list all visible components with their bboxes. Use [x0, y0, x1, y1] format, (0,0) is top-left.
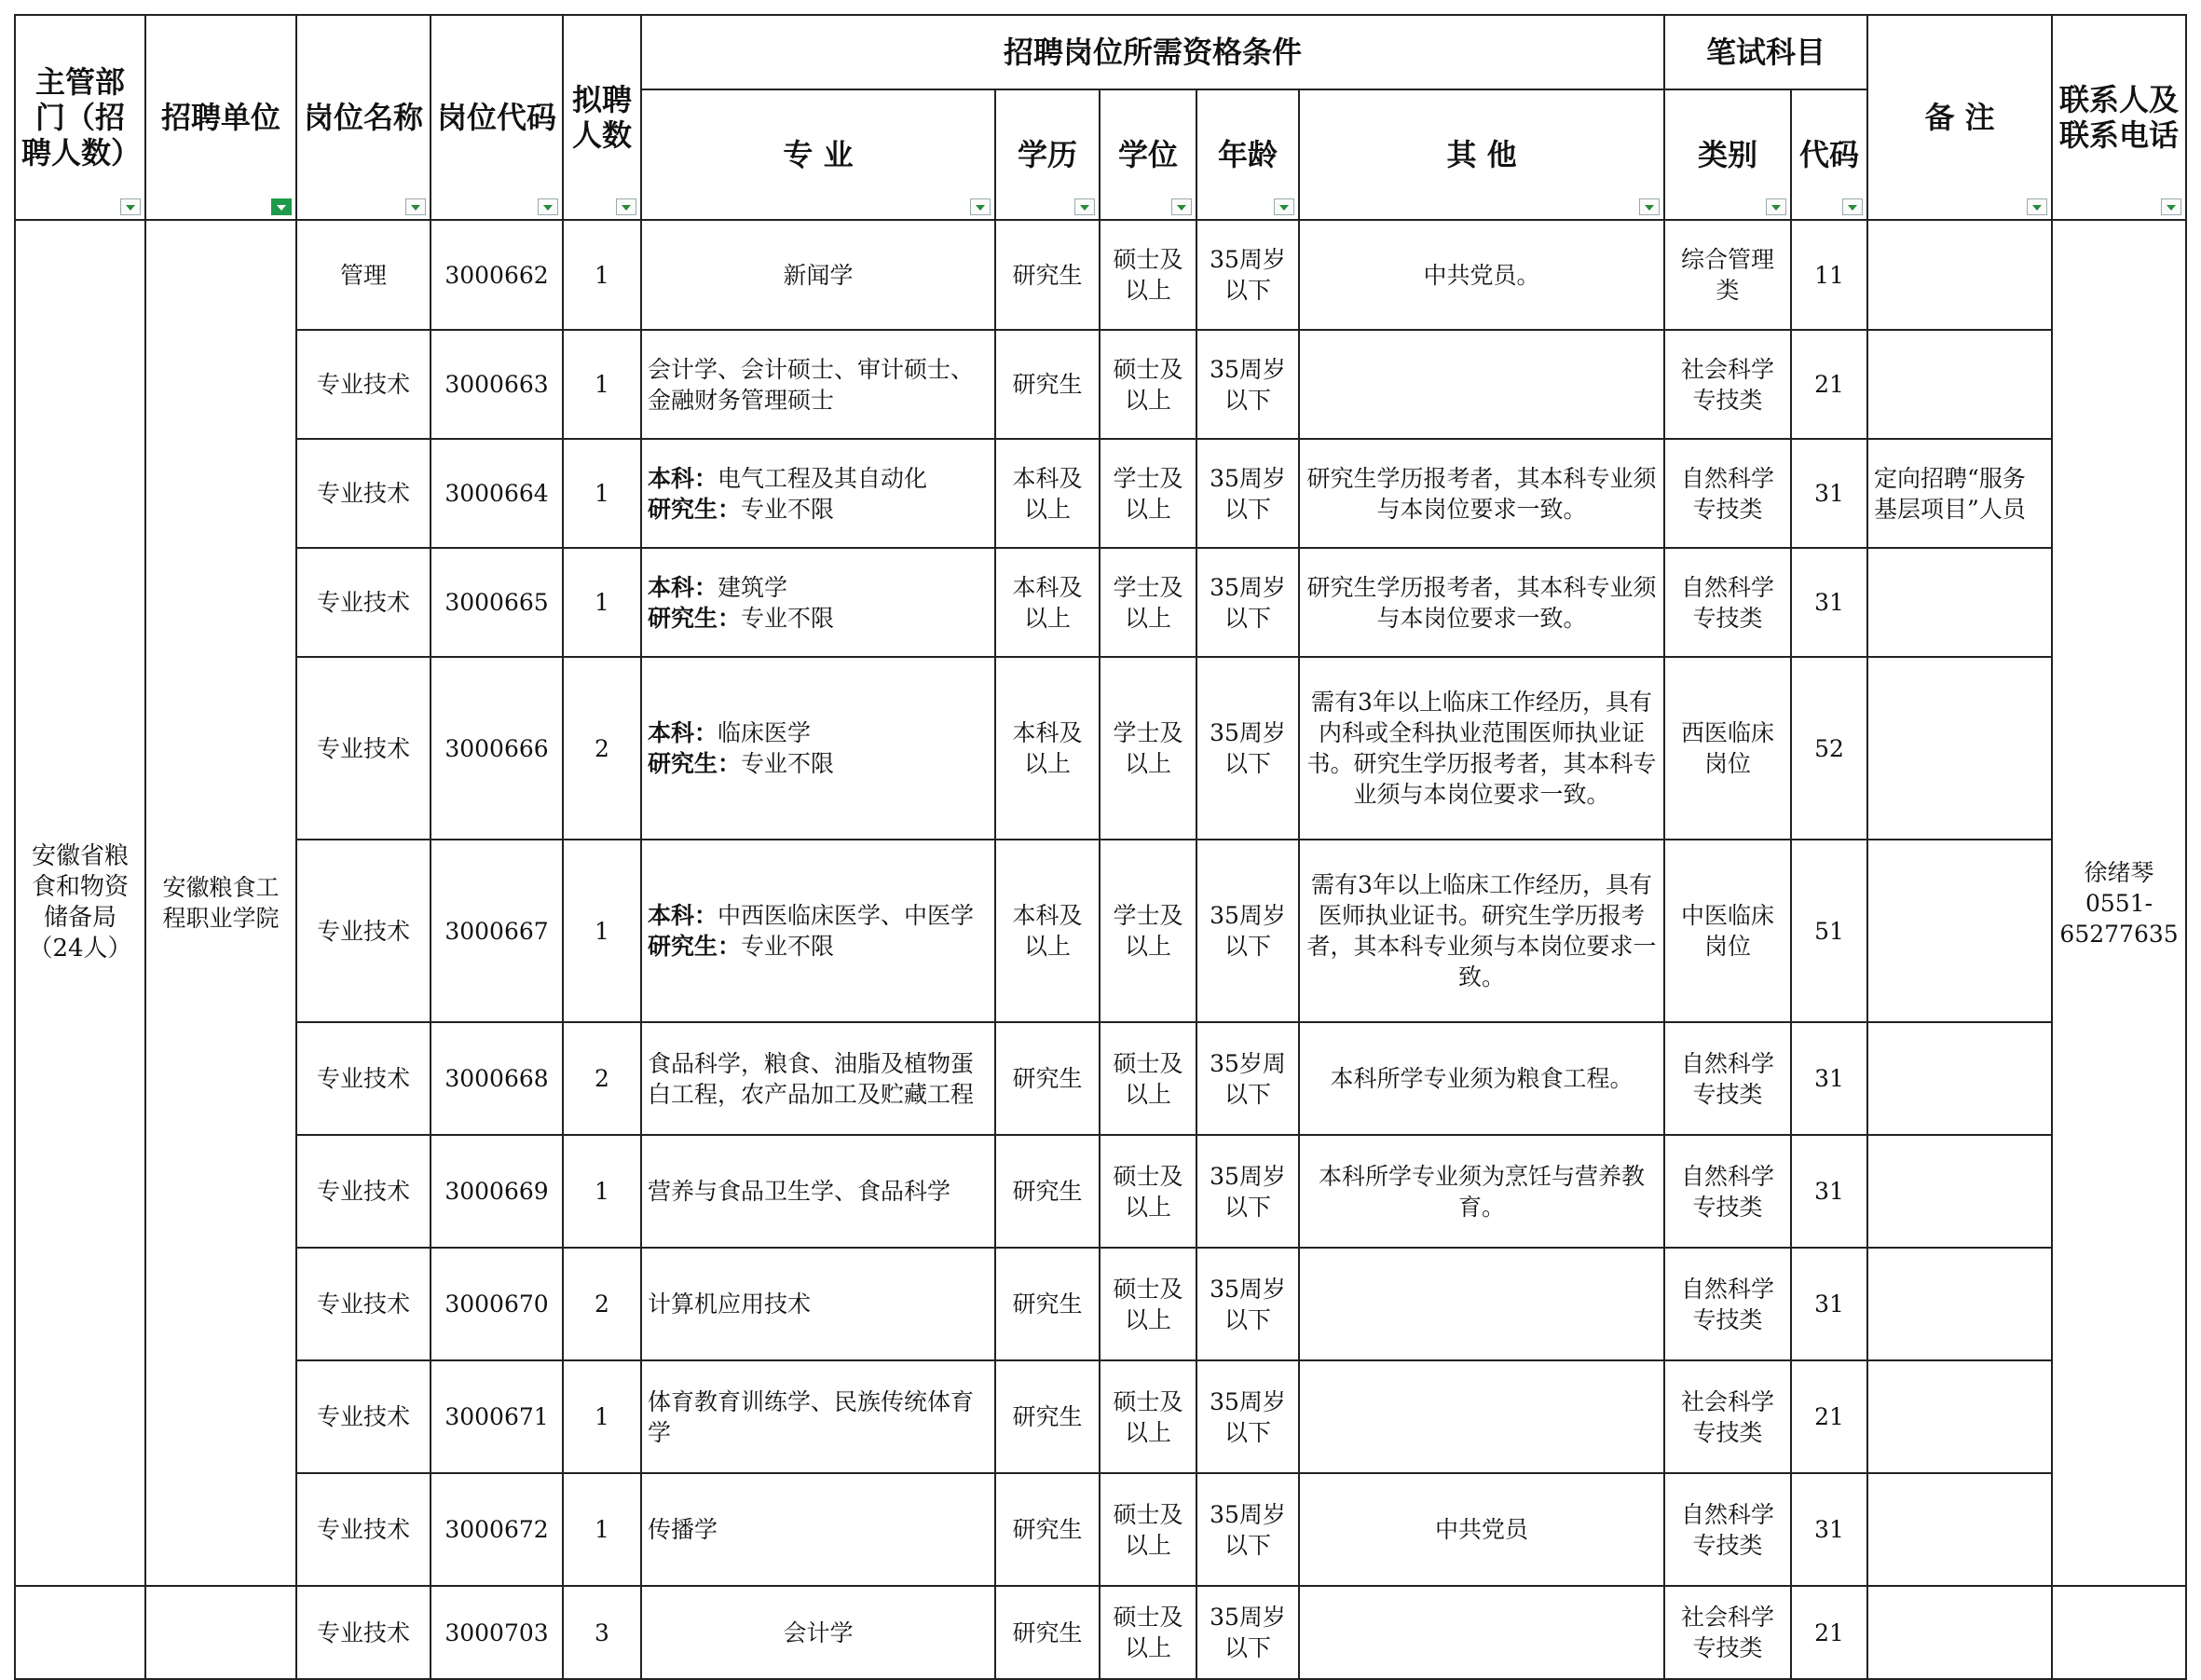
header-requirements: 招聘岗位所需资格条件 — [641, 15, 1664, 89]
post-code-cell: 3000667 — [431, 840, 563, 1022]
grad-major: 专业不限 — [741, 604, 835, 632]
unit-cell — [145, 1586, 296, 1679]
post-code-cell: 3000669 — [431, 1135, 563, 1248]
exam-type-cell: 社会科学专技类 — [1664, 330, 1791, 439]
other-cell — [1299, 1586, 1664, 1679]
grad-major: 专业不限 — [741, 933, 835, 960]
age-cell: 35周岁以下 — [1196, 1135, 1299, 1248]
exam-code-cell: 31 — [1791, 548, 1867, 657]
count-cell: 1 — [563, 548, 641, 657]
post-name-cell: 专业技术 — [296, 1360, 431, 1473]
major-undergrad — [648, 900, 989, 931]
other-cell — [1299, 330, 1664, 439]
education-cell: 研究生 — [995, 1022, 1100, 1135]
exam-type-cell: 西医临床岗位 — [1664, 657, 1791, 840]
header-exam-type: 类别 — [1664, 89, 1791, 220]
age-cell: 35周岁以下 — [1196, 1586, 1299, 1679]
post-code-cell: 3000666 — [431, 657, 563, 840]
post-code-cell: 3000671 — [431, 1360, 563, 1473]
other-cell: 需有3年以上临床工作经历，具有医师执业证书。研究生学历报考者，其本科专业须与本岗位要求一致。 — [1299, 840, 1664, 1022]
major-grad — [648, 748, 989, 779]
exam-code-cell: 31 — [1791, 1473, 1867, 1586]
undergrad-label: 本科： — [648, 719, 718, 746]
header-post-code: 岗位代码 — [431, 15, 563, 220]
age-cell: 35周岁以下 — [1196, 1473, 1299, 1586]
education-cell: 研究生 — [995, 1586, 1100, 1679]
table-row — [15, 1360, 2186, 1473]
age-cell: 35周岁以下 — [1196, 220, 1299, 330]
remark-cell — [1867, 840, 2052, 1022]
exam-code-cell: 21 — [1791, 330, 1867, 439]
undergrad-major: 建筑学 — [718, 573, 788, 601]
unit-cell: 安徽粮食工程职业学院 — [145, 220, 296, 1586]
post-name-cell: 专业技术 — [296, 330, 431, 439]
major-cell: 会计学 — [641, 1586, 995, 1679]
other-cell: 本科所学专业须为粮食工程。 — [1299, 1022, 1664, 1135]
exam-code-cell: 31 — [1791, 1248, 1867, 1360]
other-cell — [1299, 1248, 1664, 1360]
header-degree: 学位 — [1100, 89, 1196, 220]
header-exam: 笔试科目 — [1664, 15, 1867, 89]
remark-cell — [1867, 1022, 2052, 1135]
degree-cell: 硕士及以上 — [1100, 1022, 1196, 1135]
degree-cell: 硕士及以上 — [1100, 1360, 1196, 1473]
undergrad-label: 本科： — [648, 902, 718, 929]
count-cell: 1 — [563, 1135, 641, 1248]
post-name-cell: 管理 — [296, 220, 431, 330]
post-name-cell: 专业技术 — [296, 657, 431, 840]
degree-cell: 硕士及以上 — [1100, 330, 1196, 439]
other-cell: 本科所学专业须为烹饪与营养教育。 — [1299, 1135, 1664, 1248]
degree-cell: 学士及以上 — [1100, 439, 1196, 548]
dept-cell — [15, 1586, 145, 1679]
dept-cell: 安徽省粮食和物资储备局（24人） — [15, 220, 145, 1586]
major-cell: 会计学、会计硕士、审计硕士、金融财务管理硕士 — [641, 330, 995, 439]
post-name-cell: 专业技术 — [296, 1473, 431, 1586]
remark-cell — [1867, 1248, 2052, 1360]
dropdown-arrow-icon[interactable] — [1766, 198, 1786, 215]
count-cell: 1 — [563, 1473, 641, 1586]
undergrad-label: 本科： — [648, 464, 718, 492]
post-name-cell: 专业技术 — [296, 840, 431, 1022]
post-name-cell: 专业技术 — [296, 1135, 431, 1248]
dropdown-arrow-icon[interactable] — [970, 198, 991, 215]
count-cell: 1 — [563, 840, 641, 1022]
remark-cell — [1867, 1586, 2052, 1679]
count-cell: 2 — [563, 1022, 641, 1135]
post-code-cell: 3000663 — [431, 330, 563, 439]
other-cell: 需有3年以上临床工作经历，具有内科或全科执业范围医师执业证书。研究生学历报考者，其本科专业须与本岗位要求一致。 — [1299, 657, 1664, 840]
education-cell: 研究生 — [995, 1248, 1100, 1360]
table-row — [15, 1473, 2186, 1586]
post-name-cell: 专业技术 — [296, 439, 431, 548]
count-cell: 1 — [563, 220, 641, 330]
table-row — [15, 439, 2186, 548]
degree-cell: 硕士及以上 — [1100, 1248, 1196, 1360]
exam-type-cell: 自然科学专技类 — [1664, 439, 1791, 548]
major-cell: 营养与食品卫生学、食品科学 — [641, 1135, 995, 1248]
major-cell — [641, 657, 995, 840]
education-cell: 本科及以上 — [995, 548, 1100, 657]
degree-cell: 硕士及以上 — [1100, 1135, 1196, 1248]
header-unit: 招聘单位 — [145, 15, 296, 220]
undergrad-major: 临床医学 — [718, 719, 812, 746]
grad-label: 研究生： — [648, 604, 742, 632]
age-cell: 35周岁以下 — [1196, 439, 1299, 548]
dropdown-arrow-icon[interactable] — [1274, 198, 1294, 215]
age-cell: 35周岁以下 — [1196, 1248, 1299, 1360]
post-code-cell: 3000670 — [431, 1248, 563, 1360]
header-count: 拟聘人数 — [563, 15, 641, 220]
major-cell: 食品科学，粮食、油脂及植物蛋白工程，农产品加工及贮藏工程 — [641, 1022, 995, 1135]
exam-code-cell: 21 — [1791, 1586, 1867, 1679]
table-row — [15, 548, 2186, 657]
table-row — [15, 330, 2186, 439]
education-cell: 本科及以上 — [995, 439, 1100, 548]
major-grad — [648, 603, 989, 634]
post-code-cell: 3000672 — [431, 1473, 563, 1586]
dropdown-arrow-icon[interactable] — [1074, 198, 1095, 215]
count-cell: 1 — [563, 1360, 641, 1473]
degree-cell: 硕士及以上 — [1100, 1473, 1196, 1586]
remark-cell — [1867, 330, 2052, 439]
degree-cell: 学士及以上 — [1100, 840, 1196, 1022]
filter-active-icon[interactable] — [271, 198, 292, 215]
exam-code-cell: 51 — [1791, 840, 1867, 1022]
dropdown-arrow-icon[interactable] — [616, 198, 636, 215]
other-cell: 中共党员。 — [1299, 220, 1664, 330]
exam-type-cell: 自然科学专技类 — [1664, 1248, 1791, 1360]
major-cell — [641, 439, 995, 548]
exam-type-cell: 自然科学专技类 — [1664, 1473, 1791, 1586]
exam-code-cell: 31 — [1791, 1135, 1867, 1248]
grad-label: 研究生： — [648, 495, 742, 523]
post-name-cell: 专业技术 — [296, 1586, 431, 1679]
major-undergrad — [648, 717, 989, 748]
count-cell: 2 — [563, 1248, 641, 1360]
undergrad-label: 本科： — [648, 573, 718, 601]
exam-type-cell: 社会科学专技类 — [1664, 1360, 1791, 1473]
post-code-cell: 3000664 — [431, 439, 563, 548]
exam-type-cell: 自然科学专技类 — [1664, 548, 1791, 657]
age-cell: 35岁周以下 — [1196, 1022, 1299, 1135]
exam-type-cell: 社会科学专技类 — [1664, 1586, 1791, 1679]
dropdown-arrow-icon[interactable] — [405, 198, 426, 215]
other-cell: 研究生学历报考者，其本科专业须与本岗位要求一致。 — [1299, 439, 1664, 548]
other-cell — [1299, 1360, 1664, 1473]
major-grad — [648, 931, 989, 962]
table-row — [15, 1586, 2186, 1679]
remark-cell — [1867, 220, 2052, 330]
other-cell: 研究生学历报考者，其本科专业须与本岗位要求一致。 — [1299, 548, 1664, 657]
exam-code-cell: 52 — [1791, 657, 1867, 840]
exam-code-cell: 11 — [1791, 220, 1867, 330]
exam-type-cell: 自然科学专技类 — [1664, 1135, 1791, 1248]
count-cell: 3 — [563, 1586, 641, 1679]
table-row — [15, 1022, 2186, 1135]
undergrad-major: 中西医临床医学、中医学 — [718, 902, 975, 929]
education-cell: 研究生 — [995, 220, 1100, 330]
dropdown-arrow-icon[interactable] — [120, 198, 141, 215]
dropdown-arrow-icon[interactable] — [2027, 198, 2047, 215]
major-undergrad — [648, 463, 989, 494]
post-name-cell: 专业技术 — [296, 1248, 431, 1360]
degree-cell: 学士及以上 — [1100, 657, 1196, 840]
degree-cell: 学士及以上 — [1100, 548, 1196, 657]
education-cell: 研究生 — [995, 330, 1100, 439]
other-cell: 中共党员 — [1299, 1473, 1664, 1586]
remark-cell — [1867, 657, 2052, 840]
exam-type-cell: 中医临床岗位 — [1664, 840, 1791, 1022]
header-remarks: 备 注 — [1867, 15, 2052, 220]
exam-code-cell: 31 — [1791, 439, 1867, 548]
count-cell: 2 — [563, 657, 641, 840]
age-cell: 35周岁以下 — [1196, 1360, 1299, 1473]
post-name-cell: 专业技术 — [296, 548, 431, 657]
education-cell: 研究生 — [995, 1135, 1100, 1248]
dropdown-arrow-icon[interactable] — [2161, 198, 2181, 215]
remark-cell: 定向招聘“服务基层项目”人员 — [1867, 439, 2052, 548]
header-major: 专 业 — [641, 89, 995, 220]
exam-type-cell: 综合管理类 — [1664, 220, 1791, 330]
age-cell: 35周岁以下 — [1196, 657, 1299, 840]
count-cell: 1 — [563, 330, 641, 439]
table-row — [15, 1135, 2186, 1248]
grad-major: 专业不限 — [741, 495, 835, 523]
recruitment-table — [14, 14, 2187, 1680]
major-cell: 传播学 — [641, 1473, 995, 1586]
header-education: 学历 — [995, 89, 1100, 220]
dropdown-arrow-icon[interactable] — [1639, 198, 1660, 215]
grad-major: 专业不限 — [741, 750, 835, 777]
age-cell: 35周岁以下 — [1196, 548, 1299, 657]
age-cell: 35周岁以下 — [1196, 330, 1299, 439]
exam-code-cell: 21 — [1791, 1360, 1867, 1473]
major-grad — [648, 494, 989, 525]
contact-cell: 徐绪琴0551-65277635 — [2052, 220, 2186, 1586]
education-cell: 研究生 — [995, 1360, 1100, 1473]
major-cell: 体育教育训练学、民族传统体育学 — [641, 1360, 995, 1473]
major-cell — [641, 840, 995, 1022]
dropdown-arrow-icon[interactable] — [538, 198, 558, 215]
major-undergrad — [648, 572, 989, 603]
remark-cell — [1867, 1360, 2052, 1473]
header-exam-code: 代码 — [1791, 89, 1867, 220]
post-code-cell: 3000668 — [431, 1022, 563, 1135]
education-cell: 本科及以上 — [995, 657, 1100, 840]
undergrad-major: 电气工程及其自动化 — [718, 464, 928, 492]
header-other: 其 他 — [1299, 89, 1664, 220]
remark-cell — [1867, 1135, 2052, 1248]
education-cell: 研究生 — [995, 1473, 1100, 1586]
remark-cell — [1867, 548, 2052, 657]
contact-cell — [2052, 1586, 2186, 1679]
dropdown-arrow-icon[interactable] — [1171, 198, 1192, 215]
count-cell: 1 — [563, 439, 641, 548]
education-cell: 本科及以上 — [995, 840, 1100, 1022]
table-row — [15, 220, 2186, 330]
post-name-cell: 专业技术 — [296, 1022, 431, 1135]
table-row — [15, 840, 2186, 1022]
post-code-cell: 3000665 — [431, 548, 563, 657]
header-age: 年龄 — [1196, 89, 1299, 220]
age-cell: 35周岁以下 — [1196, 840, 1299, 1022]
header-post-name: 岗位名称 — [296, 15, 431, 220]
post-code-cell: 3000703 — [431, 1586, 563, 1679]
header-contact: 联系人及联系电话 — [2052, 15, 2186, 220]
exam-type-cell: 自然科学专技类 — [1664, 1022, 1791, 1135]
major-cell — [641, 548, 995, 657]
grad-label: 研究生： — [648, 750, 742, 777]
table-row — [15, 1248, 2186, 1360]
table-row — [15, 657, 2186, 840]
degree-cell: 硕士及以上 — [1100, 1586, 1196, 1679]
major-cell: 新闻学 — [641, 220, 995, 330]
grad-label: 研究生： — [648, 933, 742, 960]
remark-cell — [1867, 1473, 2052, 1586]
major-cell: 计算机应用技术 — [641, 1248, 995, 1360]
exam-code-cell: 31 — [1791, 1022, 1867, 1135]
post-code-cell: 3000662 — [431, 220, 563, 330]
degree-cell: 硕士及以上 — [1100, 220, 1196, 330]
dropdown-arrow-icon[interactable] — [1842, 198, 1863, 215]
header-dept: 主管部门（招聘人数） — [15, 15, 145, 220]
